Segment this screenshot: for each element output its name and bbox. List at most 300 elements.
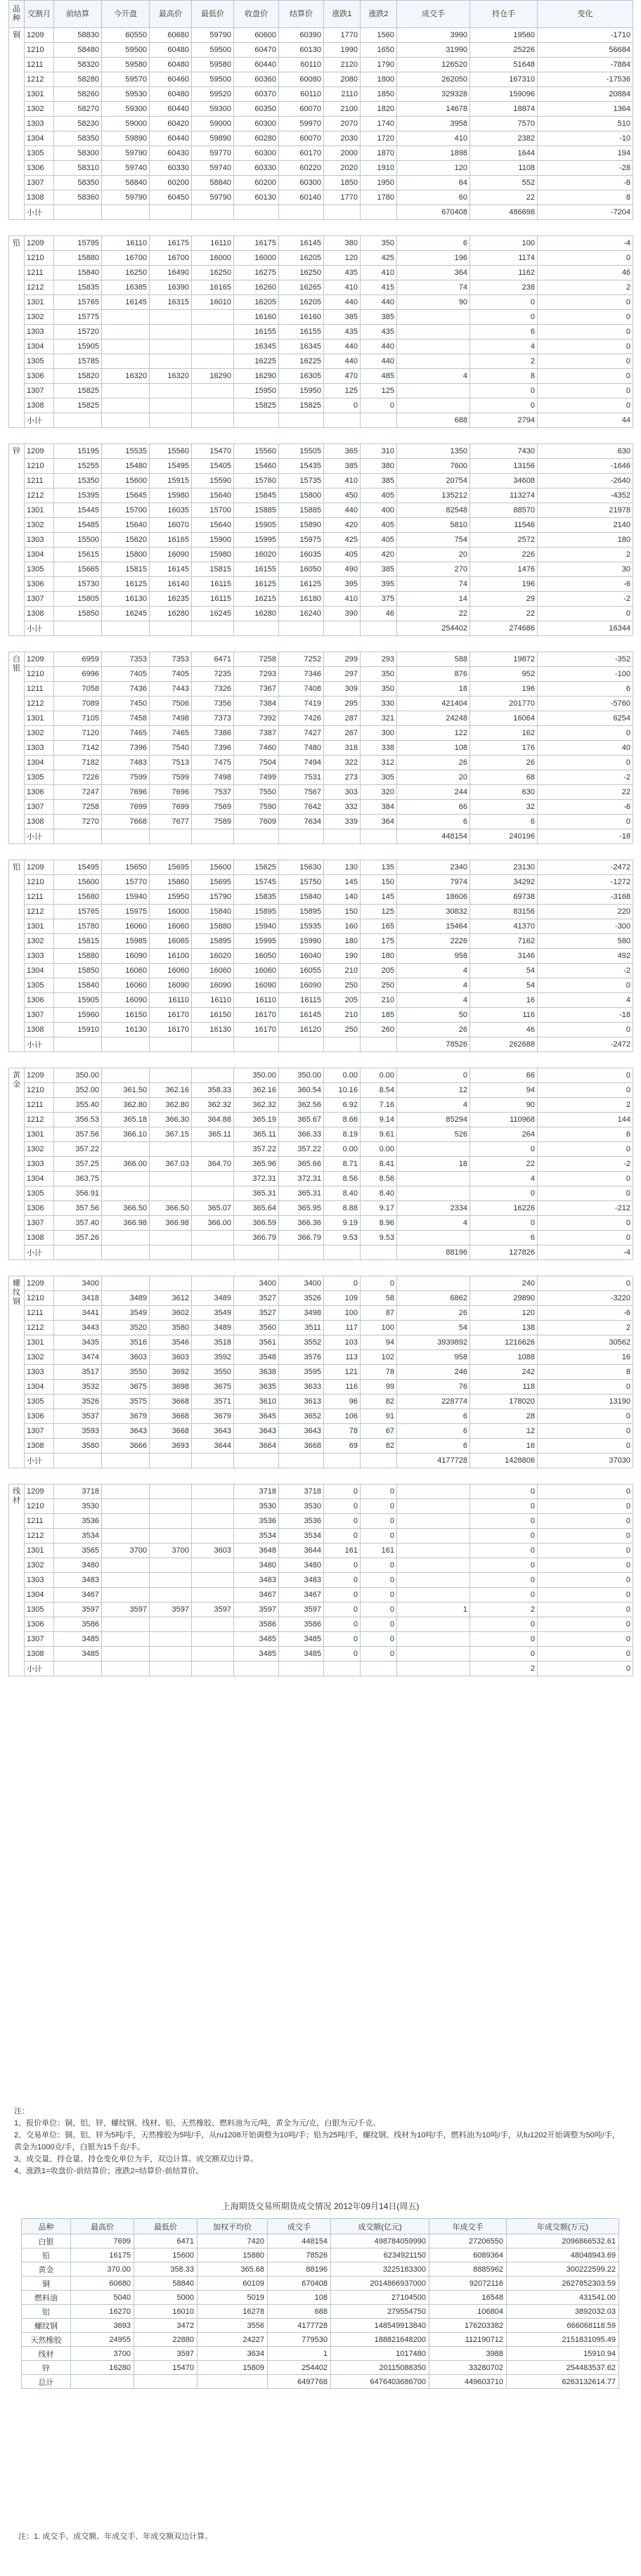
summary-title: 上海期货交易所期货成交情况 2012年09月14日(周五) <box>221 2201 420 2211</box>
empty-cell <box>54 1245 102 1260</box>
table-cell: 15730 <box>54 577 102 592</box>
contract-month-cell: 1209 <box>25 860 54 875</box>
table-cell <box>102 1558 150 1573</box>
table-cell: 0 <box>470 1499 538 1514</box>
table-cell: 0 <box>538 1514 633 1529</box>
table-cell: 60070 <box>279 131 324 146</box>
table-cell <box>150 1484 192 1499</box>
table-cell: 0 <box>538 1617 633 1632</box>
table-cell: 3480 <box>279 1558 324 1573</box>
table-cell: 395 <box>361 577 397 592</box>
table-row <box>9 58 633 72</box>
table-cell: 3603 <box>102 1350 150 1365</box>
table-cell: 362.80 <box>102 1098 150 1113</box>
table-cell: 60470 <box>234 43 279 58</box>
summary-header-cell: 加权平均价 <box>198 2219 268 2234</box>
table-cell: 16315 <box>150 295 192 310</box>
summary-row <box>22 2263 619 2277</box>
table-cell: 22 <box>470 607 538 621</box>
table-cell: 59520 <box>192 87 234 102</box>
table-cell: 0 <box>538 325 633 339</box>
summary-product-cell: 线材 <box>22 2347 71 2361</box>
table-cell: 125 <box>361 905 397 919</box>
table-cell: 3549 <box>192 1306 234 1321</box>
contract-month-cell: 1308 <box>25 815 54 829</box>
contract-month-cell: 1212 <box>25 1113 54 1127</box>
table-cell: 13156 <box>470 459 538 474</box>
table-cell: 26 <box>397 1023 470 1037</box>
table-cell: 16490 <box>150 266 192 280</box>
gap-cell <box>9 1260 633 1276</box>
table-row <box>9 741 633 756</box>
contract-month-cell: 1211 <box>25 266 54 280</box>
empty-cell <box>192 829 234 844</box>
table-cell: 15860 <box>150 875 192 890</box>
table-cell: 16090 <box>150 548 192 562</box>
summary-cell: 779530 <box>268 2333 331 2347</box>
empty-cell <box>324 1454 361 1468</box>
table-cell: 16090 <box>234 978 279 993</box>
table-cell: 15640 <box>192 518 234 533</box>
table-cell: 3643 <box>102 1424 150 1439</box>
table-cell: 361.50 <box>102 1083 150 1098</box>
table-cell: -212 <box>538 1201 633 1216</box>
table-row <box>9 1172 633 1186</box>
table-cell: 50 <box>397 1008 470 1023</box>
table-cell: 8 <box>470 369 538 384</box>
table-cell: 16170 <box>150 1023 192 1037</box>
table-cell: 46 <box>361 607 397 621</box>
summary-cell: 16270 <box>71 2305 134 2319</box>
table-cell: 552 <box>470 176 538 190</box>
table-cell: 7567 <box>279 785 324 800</box>
header-cell: 收盘价 <box>234 1 279 28</box>
table-cell: 2382 <box>470 131 538 146</box>
table-cell: 150 <box>324 905 361 919</box>
table-cell: 59890 <box>192 131 234 146</box>
table-cell: 60280 <box>234 131 279 146</box>
section-gap <box>9 636 633 652</box>
table-cell: 16060 <box>102 964 150 978</box>
table-cell: 7353 <box>102 652 150 667</box>
empty-cell <box>279 1454 324 1468</box>
table-cell: 60200 <box>150 176 192 190</box>
table-cell: 0 <box>361 1276 397 1291</box>
table-cell: 120 <box>324 251 361 266</box>
table-cell <box>397 310 470 325</box>
contract-month-cell: 1210 <box>25 1083 54 1098</box>
contract-month-cell: 1212 <box>25 488 54 503</box>
table-cell <box>397 1142 470 1157</box>
empty-cell <box>192 1662 234 1676</box>
table-cell: 3534 <box>234 1529 279 1543</box>
table-cell: 7609 <box>234 815 279 829</box>
table-cell: 3718 <box>279 1484 324 1499</box>
summary-product-cell: 铅 <box>22 2248 71 2263</box>
table-cell: 16 <box>538 1350 633 1365</box>
table-cell: 60600 <box>234 28 279 43</box>
table-cell: 16180 <box>279 592 324 607</box>
table-cell: 3586 <box>54 1617 102 1632</box>
table-cell: 310 <box>361 444 397 459</box>
table-cell: 299 <box>324 652 361 667</box>
table-cell: 15495 <box>54 860 102 875</box>
table-cell: 2 <box>470 354 538 369</box>
table-cell: 490 <box>324 562 361 577</box>
table-cell: 3536 <box>234 1514 279 1529</box>
table-cell: 7089 <box>54 697 102 711</box>
table-cell: 2 <box>538 280 633 295</box>
table-cell: 0 <box>361 1603 397 1617</box>
contract-month-cell: 1303 <box>25 325 54 339</box>
contract-month-cell: 1307 <box>25 1632 54 1647</box>
table-cell: 390 <box>324 607 361 621</box>
contract-month-cell: 1209 <box>25 1276 54 1291</box>
table-cell: 3597 <box>54 1603 102 1617</box>
summary-cell: 279554750 <box>331 2305 429 2319</box>
table-cell: 3603 <box>192 1543 234 1558</box>
table-cell: 0 <box>538 1647 633 1662</box>
table-cell: 94 <box>361 1335 397 1350</box>
table-cell: 309 <box>324 682 361 697</box>
summary-cell: 15600 <box>134 2248 198 2263</box>
table-cell: 0 <box>361 399 397 413</box>
contract-month-cell: 1301 <box>25 711 54 726</box>
table-cell <box>150 325 192 339</box>
table-cell: 15960 <box>54 1008 102 1023</box>
subtotal-value: 240196 <box>470 829 538 844</box>
table-cell: 15840 <box>54 266 102 280</box>
table-cell <box>102 325 150 339</box>
table-cell: 435 <box>324 266 361 280</box>
table-cell: 96 <box>324 1394 361 1409</box>
table-cell: 15840 <box>54 978 102 993</box>
table-cell: 3648 <box>234 1543 279 1558</box>
subtotal-value: 486698 <box>470 205 538 220</box>
table-cell: 3586 <box>234 1617 279 1632</box>
table-cell: 16205 <box>279 295 324 310</box>
table-cell: 0 <box>538 384 633 399</box>
table-cell: 355.40 <box>54 1098 102 1113</box>
table-cell: 3643 <box>234 1424 279 1439</box>
table-cell: 16155 <box>279 325 324 339</box>
table-cell: 357.56 <box>54 1127 102 1142</box>
table-cell: 0 <box>538 310 633 325</box>
table-cell: 1898 <box>397 146 470 161</box>
table-cell: 15650 <box>102 860 150 875</box>
table-cell: 16145 <box>279 1008 324 1023</box>
table-cell: 22 <box>538 785 633 800</box>
table-cell: 366.79 <box>279 1231 324 1245</box>
table-cell: 15995 <box>234 934 279 949</box>
table-cell: 15395 <box>54 488 102 503</box>
table-cell: 15405 <box>192 459 234 474</box>
summary-cell: 24227 <box>198 2333 268 2347</box>
table-cell: 3666 <box>102 1439 150 1454</box>
table-cell: 59790 <box>102 146 150 161</box>
summary-cell: 15470 <box>134 2361 198 2375</box>
table-cell: 15560 <box>234 444 279 459</box>
subtotal-value: 688 <box>397 413 470 428</box>
table-cell: 3511 <box>279 1321 324 1335</box>
table-cell: -2472 <box>538 860 633 875</box>
table-row <box>9 1068 633 1083</box>
table-cell: 3518 <box>192 1335 234 1350</box>
summary-product-cell: 锌 <box>22 2361 71 2375</box>
table-cell: 15445 <box>54 503 102 518</box>
table-cell: 74 <box>397 280 470 295</box>
table-cell: 60370 <box>234 87 279 102</box>
table-cell <box>102 1142 150 1157</box>
table-cell: 15760 <box>234 474 279 488</box>
summary-cell: 448154 <box>268 2234 331 2248</box>
table-cell: 357.22 <box>279 1142 324 1157</box>
table-cell: 16250 <box>279 266 324 280</box>
table-cell: 350.00 <box>54 1068 102 1083</box>
table-cell: 16245 <box>102 607 150 621</box>
table-cell: 16205 <box>279 251 324 266</box>
table-cell: 3644 <box>279 1543 324 1558</box>
summary-cell: 2627852303.59 <box>507 2277 619 2291</box>
table-cell: 16110 <box>192 993 234 1008</box>
table-cell: 754 <box>397 533 470 548</box>
table-cell: 6 <box>397 1424 470 1439</box>
table-cell: 0 <box>324 1632 361 1647</box>
summary-cell: 78526 <box>268 2248 331 2263</box>
empty-cell <box>279 1037 324 1052</box>
subtotal-value: 44 <box>538 413 633 428</box>
table-cell: 7668 <box>102 815 150 829</box>
section-gap <box>9 428 633 444</box>
table-cell: 3485 <box>234 1647 279 1662</box>
contract-month-cell: 1301 <box>25 503 54 518</box>
table-cell: 3536 <box>54 1514 102 1529</box>
table-cell: 440 <box>324 339 361 354</box>
table-cell: 405 <box>361 533 397 548</box>
table-cell: 0 <box>538 251 633 266</box>
table-cell: 22 <box>397 607 470 621</box>
table-cell: 15615 <box>54 548 102 562</box>
table-cell: 365.11 <box>234 1127 279 1142</box>
table-cell: 3435 <box>54 1335 102 1350</box>
table-cell: 0 <box>397 1068 470 1083</box>
empty-cell <box>279 1662 324 1676</box>
table-row <box>9 1023 633 1037</box>
table-cell: 60450 <box>150 190 192 205</box>
section-gap <box>9 844 633 860</box>
table-cell: 228774 <box>397 1394 470 1409</box>
empty-cell <box>54 621 102 636</box>
contract-month-cell: 1305 <box>25 146 54 161</box>
table-cell: 59530 <box>102 87 150 102</box>
table-cell: 958 <box>397 949 470 964</box>
subtotal-row <box>9 1037 633 1052</box>
subtotal-value: -18 <box>538 829 633 844</box>
table-cell: 3693 <box>150 1439 192 1454</box>
subtotal-label: 小计 <box>25 1037 54 1052</box>
table-cell: 120 <box>397 161 470 176</box>
contract-month-cell: 1305 <box>25 1394 54 1409</box>
table-row <box>9 562 633 577</box>
table-cell: 350 <box>361 667 397 682</box>
table-cell: 15785 <box>54 354 102 369</box>
table-cell: 15800 <box>102 548 150 562</box>
summary-cell: 27104500 <box>331 2291 429 2305</box>
table-row <box>9 161 633 176</box>
table-cell: 15435 <box>279 459 324 474</box>
table-cell: 3534 <box>54 1529 102 1543</box>
table-row <box>9 176 633 190</box>
table-cell: -1710 <box>538 28 633 43</box>
table-cell: 7483 <box>102 756 150 770</box>
table-cell: 366.00 <box>102 1157 150 1172</box>
table-cell: 440 <box>324 295 361 310</box>
table-cell: 16110 <box>192 236 234 251</box>
table-cell: 3527 <box>234 1306 279 1321</box>
table-cell: 3633 <box>279 1380 324 1394</box>
table-cell <box>397 1573 470 1588</box>
table-cell: 161 <box>324 1543 361 1558</box>
summary-cell: 176203382 <box>429 2319 507 2333</box>
table-cell: 140 <box>324 890 361 905</box>
table-cell: 7974 <box>397 875 470 890</box>
subtotal-label: 小计 <box>25 621 54 636</box>
table-cell: 357.56 <box>54 1201 102 1216</box>
table-cell: 9.53 <box>324 1231 361 1245</box>
contract-month-cell: 1210 <box>25 1291 54 1306</box>
table-cell: 362.16 <box>150 1083 192 1098</box>
summary-row <box>22 2277 619 2291</box>
table-cell: 410 <box>397 131 470 146</box>
product-name-cell: 螺纹钢 <box>9 1276 25 1468</box>
table-cell: 440 <box>324 503 361 518</box>
table-cell: 15890 <box>279 518 324 533</box>
table-cell: 3516 <box>102 1335 150 1350</box>
table-cell: 352.00 <box>54 1083 102 1098</box>
table-cell: 365.96 <box>234 1157 279 1172</box>
table-cell <box>150 339 192 354</box>
table-cell: 2340 <box>397 860 470 875</box>
table-row <box>9 1231 633 1245</box>
table-cell: 2334 <box>397 1201 470 1216</box>
table-cell: 365.66 <box>279 1157 324 1172</box>
table-cell <box>192 325 234 339</box>
table-cell: 2110 <box>324 87 361 102</box>
table-cell: 0 <box>470 1632 538 1647</box>
empty-cell <box>361 1454 397 1468</box>
table-cell: 7373 <box>192 711 234 726</box>
table-row <box>9 354 633 369</box>
empty-cell <box>234 205 279 220</box>
table-cell: 7258 <box>54 800 102 815</box>
table-cell: 60440 <box>234 58 279 72</box>
contract-month-cell: 1306 <box>25 1617 54 1632</box>
table-row <box>9 1350 633 1365</box>
table-cell <box>192 1186 234 1201</box>
empty-cell <box>279 1245 324 1260</box>
table-cell <box>102 1276 150 1291</box>
summary-header-row <box>22 2219 619 2234</box>
subtotal-value: 37030 <box>538 1454 633 1468</box>
table-row <box>9 652 633 667</box>
table-cell: 16000 <box>192 251 234 266</box>
table-cell: 82 <box>361 1439 397 1454</box>
table-cell: 339 <box>324 815 361 829</box>
table-row <box>9 1276 633 1291</box>
table-cell: 15950 <box>234 384 279 399</box>
table-cell: 16050 <box>279 562 324 577</box>
table-cell: 425 <box>361 251 397 266</box>
table-cell: 9.19 <box>324 1216 361 1231</box>
contract-month-cell: 1303 <box>25 1157 54 1172</box>
table-cell: 356.91 <box>54 1186 102 1201</box>
table-cell: 367.15 <box>150 1127 192 1142</box>
table-cell: 15640 <box>102 518 150 533</box>
table-cell: 16165 <box>192 280 234 295</box>
subtotal-value: 88196 <box>397 1245 470 1260</box>
table-cell: 34608 <box>470 474 538 488</box>
empty-cell <box>279 829 324 844</box>
table-cell: 0 <box>538 1529 633 1543</box>
summary-cell: 188821648200 <box>331 2333 429 2347</box>
table-cell: 29890 <box>470 1291 538 1306</box>
table-cell: 3610 <box>234 1394 279 1409</box>
table-cell: 7270 <box>54 815 102 829</box>
table-row <box>9 1558 633 1573</box>
table-row <box>9 697 633 711</box>
table-cell: 15905 <box>234 518 279 533</box>
summary-cell: 16548 <box>429 2291 507 2305</box>
table-cell: 58300 <box>54 146 102 161</box>
table-cell: 0 <box>324 1573 361 1588</box>
contract-month-cell: 1209 <box>25 652 54 667</box>
table-cell <box>150 384 192 399</box>
notes-section <box>14 2106 626 2177</box>
table-cell: 7699 <box>102 800 150 815</box>
table-cell: 7430 <box>470 444 538 459</box>
table-cell: 22 <box>470 1157 538 1172</box>
subtotal-value: 274686 <box>470 621 538 636</box>
contract-month-cell: 1210 <box>25 251 54 266</box>
table-cell: 7570 <box>470 117 538 131</box>
table-cell: 365.67 <box>279 1113 324 1127</box>
table-cell: 15700 <box>102 503 150 518</box>
table-cell: 58280 <box>54 72 102 87</box>
empty-cell <box>150 205 192 220</box>
table-cell: 400 <box>361 503 397 518</box>
table-cell: 58830 <box>54 28 102 43</box>
table-cell: 244 <box>397 785 470 800</box>
table-cell <box>102 1172 150 1186</box>
table-row <box>9 815 633 829</box>
table-cell: 0 <box>361 1617 397 1632</box>
table-cell: 7353 <box>150 652 192 667</box>
contract-month-cell: 1305 <box>25 1603 54 1617</box>
contract-month-cell: 1308 <box>25 190 54 205</box>
table-cell: 16155 <box>234 562 279 577</box>
table-cell: 109 <box>324 1291 361 1306</box>
table-cell: 7356 <box>192 697 234 711</box>
subtotal-value: 0 <box>538 1662 633 1676</box>
table-cell <box>150 1529 192 1543</box>
contract-month-cell: 1305 <box>25 354 54 369</box>
table-cell: 3520 <box>102 1321 150 1335</box>
table-row <box>9 1306 633 1321</box>
table-cell: 3480 <box>234 1558 279 1573</box>
table-cell: 82548 <box>397 503 470 518</box>
contract-month-cell: 1211 <box>25 58 54 72</box>
table-row <box>9 1186 633 1201</box>
